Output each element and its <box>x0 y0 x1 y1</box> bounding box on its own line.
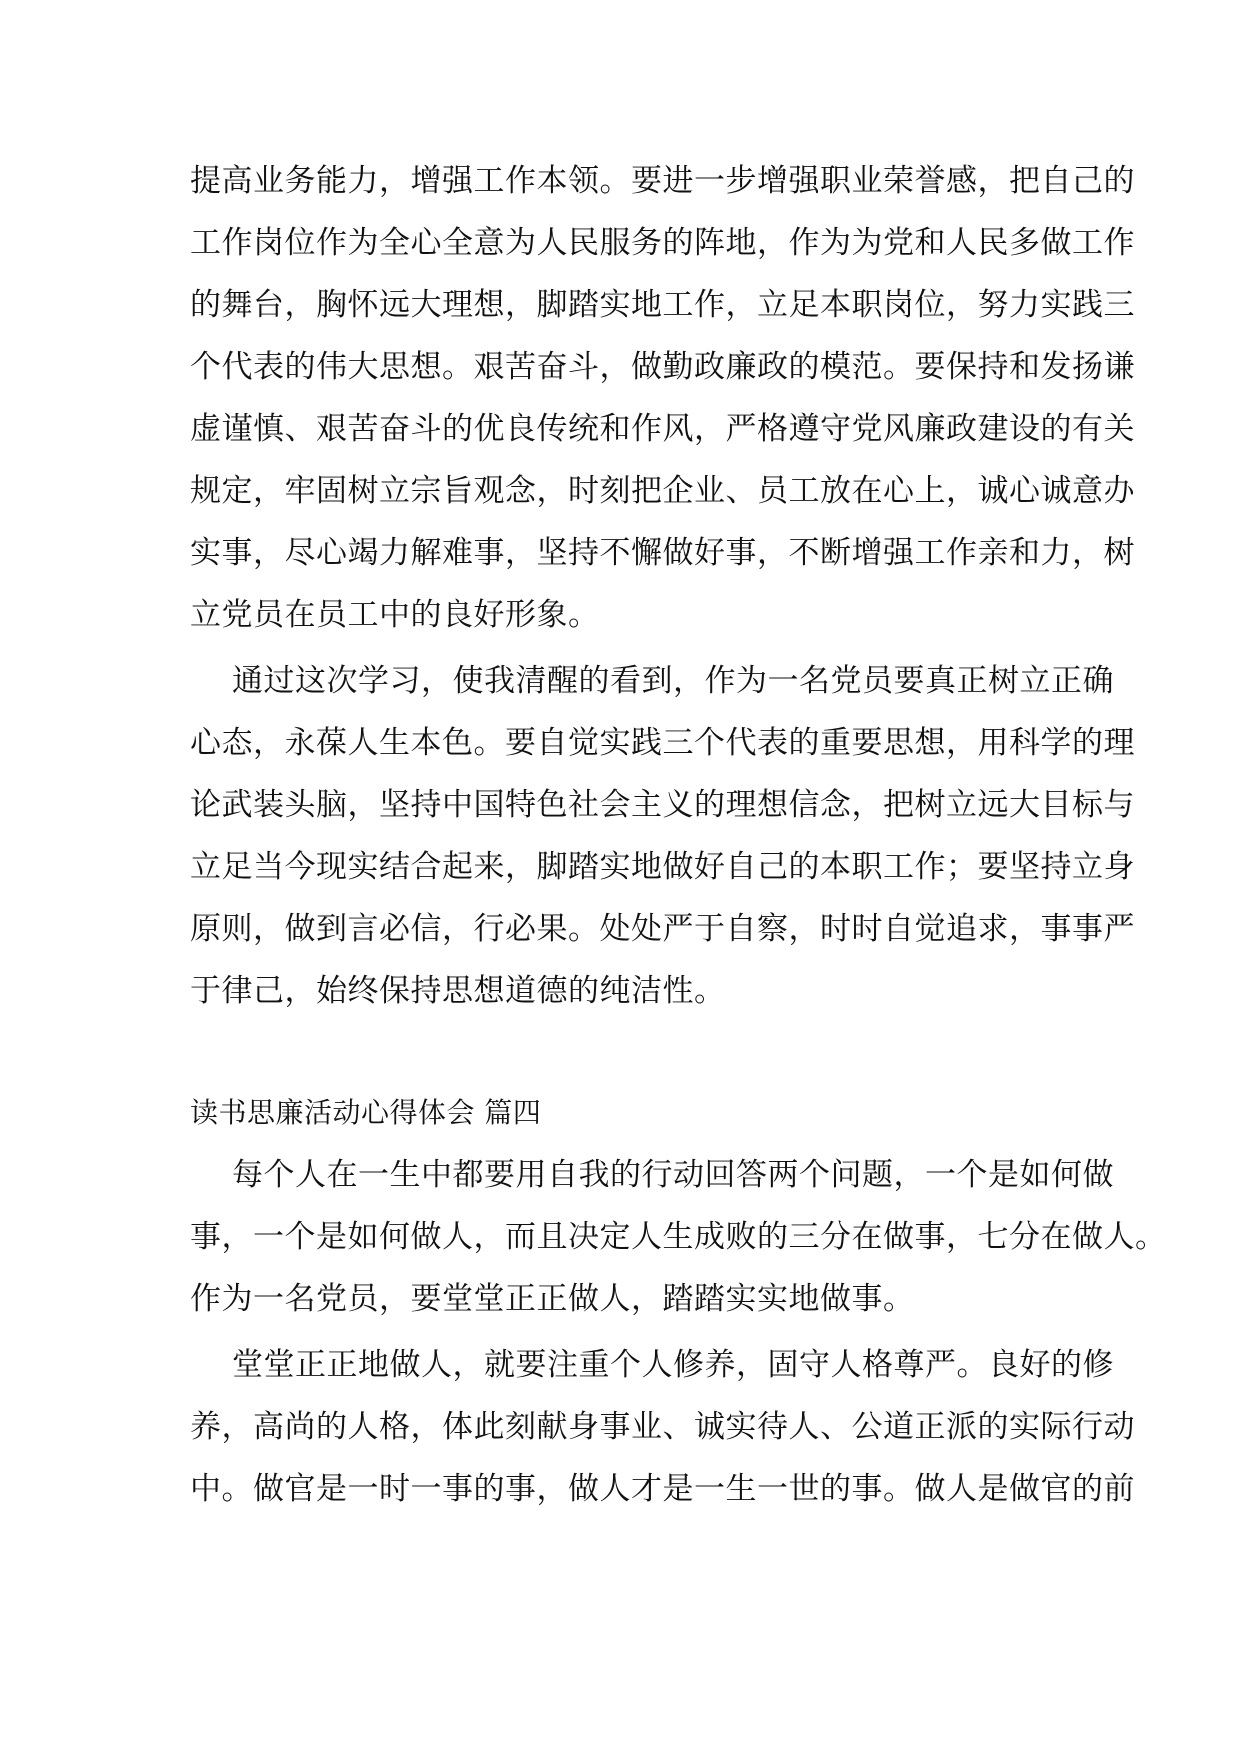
section-spacer <box>190 1022 1055 1082</box>
paragraph-line: 于律己，始终保持思想道德的纯洁性。 <box>190 973 726 1009</box>
section-heading: 读书思廉活动心得体会 篇四 <box>190 1096 542 1129</box>
paragraph-2 <box>190 650 1135 1022</box>
paragraph-line: 工作岗位作为全心全意为人民服务的阵地，作为为党和人民多做工作 <box>190 225 1135 261</box>
paragraph-1 <box>190 150 1135 646</box>
paragraph-line: 规定，牢固树立宗旨观念，时刻把企业、员工放在心上，诚心诚意办 <box>190 473 1135 509</box>
paragraph-line: 通过这次学习，使我清醒的看到，作为一名党员要真正树立正确 <box>232 663 1114 699</box>
paragraph-line: 个代表的伟大思想。艰苦奋斗，做勤政廉政的模范。要保持和发扬谦 <box>190 349 1135 385</box>
paragraph-line: 养，高尚的人格，体此刻献身事业、诚实待人、公道正派的实际行动 <box>190 1409 1135 1445</box>
paragraph-line: 每个人在一生中都要用自我的行动回答两个问题，一个是如何做 <box>232 1157 1114 1193</box>
paragraph-line: 心态，永葆人生本色。要自觉实践三个代表的重要思想，用科学的理 <box>190 725 1135 761</box>
paragraph-line: 事，一个是如何做人，而且决定人生成败的三分在做事，七分在做人。 <box>190 1219 1167 1255</box>
document-body <box>190 150 1167 1520</box>
paragraph-line: 虚谨慎、艰苦奋斗的优良传统和作风，严格遵守党风廉政建设的有关 <box>190 411 1135 447</box>
paragraph-line: 中。做官是一时一事的事，做人才是一生一世的事。做人是做官的前 <box>190 1471 1135 1507</box>
paragraph-line: 实事，尽心竭力解难事，坚持不懈做好事，不断增强工作亲和力，树 <box>190 535 1135 571</box>
paragraph-line: 堂堂正正地做人，就要注重个人修养，固守人格尊严。良好的修 <box>232 1347 1114 1383</box>
paragraph-line: 的舞台，胸怀远大理想，脚踏实地工作，立足本职岗位，努力实践三 <box>190 287 1135 323</box>
paragraph-line: 论武装头脑，坚持中国特色社会主义的理想信念，把树立远大目标与 <box>190 787 1135 823</box>
paragraph-line: 作为一名党员，要堂堂正正做人，踏踏实实地做事。 <box>190 1281 915 1317</box>
paragraph-line: 立足当今现实结合起来，脚踏实地做好自己的本职工作；要坚持立身 <box>190 849 1135 885</box>
paragraph-4 <box>190 1334 1135 1520</box>
paragraph-line: 原则，做到言必信，行必果。处处严于自察，时时自觉追求，事事严 <box>190 911 1135 947</box>
paragraph-3 <box>190 1144 1167 1330</box>
paragraph-line: 提高业务能力，增强工作本领。要进一步增强职业荣誉感，把自己的 <box>190 163 1135 199</box>
paragraph-line: 立党员在员工中的良好形象。 <box>190 597 600 633</box>
